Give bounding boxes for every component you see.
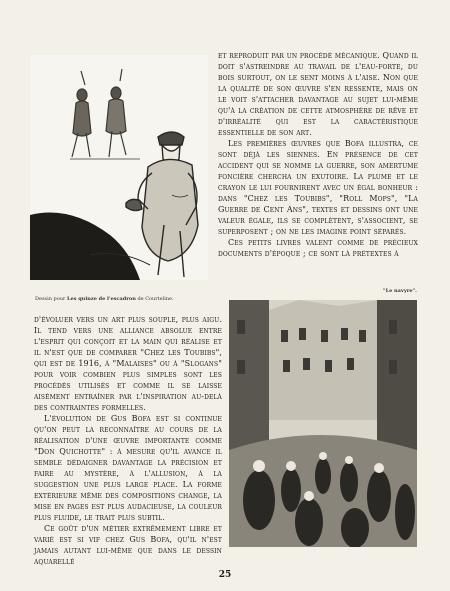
soldiers-drawing (30, 55, 208, 280)
paragraph: et reproduit par un procédé mécanique. Quand il doit s'astreindre au travail de l'eau-forte, du bois surtout, on le sent moins à l'aise. Non que la qualité de son œuvre s'en ressente, mais on le voit s'attacher davantage au sujet lui-même qu'à la création de cette atmosphère de rêve et d'irréalité qui est la caractéristique essentielle de son art. (218, 51, 418, 137)
town-scene-illustration (229, 300, 417, 547)
paragraph: d'évoluer vers un art plus souple, plus aigu. Il tend vers une alliance absolue entre l'esprit qui conçoit et la main qui réalise et il n'est que de comparer "Chez les Toubibs", qui est de 1916, à "Malaises" ou à "Slogans" pour voir combien plus simples sont les procédés utilisés et comme il se laisse aisément entraîner par l'inspiration au-delà des contraintes formelles. (34, 315, 222, 412)
left-column-text (34, 314, 222, 567)
soldiers-illustration (30, 55, 208, 280)
paragraph: Ce goût d'un métier extrêmement libre et varié est si vif chez Gus Bofa, qu'il n'est jamais autant lui-même que dans le dessin aquarellé (34, 524, 222, 566)
town-scene-drawing (229, 300, 417, 547)
paragraph: L'évolution de Gus Bofa est si continue qu'on peut la reconnaître au cours de la réalisation d'une œuvre importante comme "Don Quichotte" : à mesure qu'il avance il semble dédaigner davantage la précision et faire au mystère, à l'allusion, à la suggestion une plus large place. La forme extérieure même des compositions change, la mise en pages est plus audacieuse, la couleur plus fluide, le trait plus subtil. (34, 414, 222, 522)
caption-title: Les quinze de l'escadron (66, 296, 136, 302)
caption-right-text: "Le navyre". (383, 288, 417, 294)
right-column-text (218, 50, 418, 259)
caption-left (35, 296, 174, 303)
caption-suffix: de Courteline. (137, 296, 174, 302)
paragraph: Les premières œuvres que Bofa illustra, ce sont déjà les siennes. En présence de cet accident qui se nomme la guerre, son amertume foncière chercha un exutoire. La plume et le crayon le lui fournirent avec un égal bonheur : dans "Chez les Toubibs", "Roll Mops", "La Guerre de Cent Ans", textes et dessins ont une valeur égale, ils se complètent, s'associent, se superposent ; on ne les imagine point séparés. (218, 139, 418, 236)
page-number: 25 (218, 570, 232, 580)
paragraph: Ces petits livres valent comme de précieux documents d'époque ; ce sont là prétextes à (218, 238, 418, 258)
caption-right (383, 288, 417, 295)
caption-prefix: Dessin pour (35, 296, 66, 302)
